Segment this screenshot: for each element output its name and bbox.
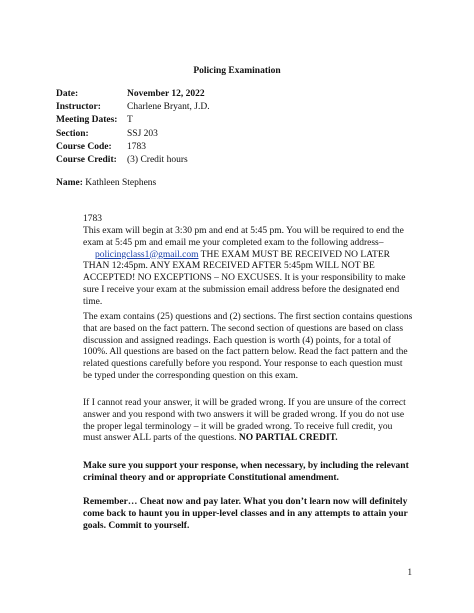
name-value: Kathleen Stephens <box>85 178 157 188</box>
page-title: Policing Examination <box>193 66 281 76</box>
info-value: SSJ 203 <box>127 128 158 139</box>
info-label: Date: <box>56 89 79 99</box>
info-row-course-code <box>56 141 210 154</box>
info-label: Meeting Dates: <box>56 115 118 126</box>
instructions-paragraph-structure <box>83 312 413 383</box>
student-name <box>56 178 156 188</box>
no-partial-credit: NO PARTIAL CREDIT. <box>238 433 338 444</box>
structure-text: The exam contains (25) questions and (2) sections. The first section contains questions that are based on the fact pattern. The second section of questions are based on class discussion and assigned readings. Each question is worth (4) points, for a total of 100%. All questions are based on the fact pattern below. Read the fact pattern and the related questions carefully before you respond. Your response to each question must be typed under the corresponding question on this exam. <box>83 312 413 381</box>
info-row-meeting-dates <box>56 114 210 127</box>
instructions-paragraph-timing <box>83 226 413 309</box>
info-label: Section: <box>56 128 89 139</box>
name-label: Name: <box>56 178 83 188</box>
support-text: Make sure you support your response, when necessary, by including the relevant criminal theory and or appropriate Constitutional amendment. <box>83 461 409 483</box>
timing-text: This exam will begin at 3:30 pm and end at 5:45 pm. You will be required to end the exam at 5:45 pm and email me your completed exam to the following address– <box>83 226 404 248</box>
info-row-section <box>56 128 210 141</box>
info-row-date <box>56 88 210 101</box>
instructions-paragraph-grading <box>83 398 413 445</box>
submission-email-link[interactable]: policingclass1@gmail.com <box>95 249 199 260</box>
info-row-instructor <box>56 101 210 114</box>
info-label: Course Code: <box>56 141 112 152</box>
info-value: November 12, 2022 <box>127 89 205 99</box>
page-number: 1 <box>407 567 412 577</box>
info-label: Instructor: <box>56 102 101 113</box>
info-value: T <box>127 115 133 126</box>
exam-code: 1783 <box>83 214 102 224</box>
info-label: Course Credit: <box>56 154 117 165</box>
info-value: (3) Credit hours <box>127 154 188 165</box>
info-value: Charlene Bryant, J.D. <box>127 102 210 113</box>
info-row-course-credit <box>56 154 210 167</box>
instructions-paragraph-remember <box>83 497 413 532</box>
remember-text: Remember… Cheat now and pay later. What you don’t learn now will definitely come back to haunt you in upper-level classes and in any attempts to attain your goals. Commit to yourself. <box>83 497 408 531</box>
instructions-paragraph-support <box>83 461 413 485</box>
info-value: 1783 <box>127 141 146 152</box>
course-info <box>56 88 210 167</box>
timing-warning: THE EXAM MUST BE RECEIVED NO LATER THAN 12:45pm. ANY EXAM RECEIVED AFTER 5:45pm WILL NOT BE ACCEPTED! NO EXCEPTIONS – NO EXCUSES. It is your responsibility to make sure I receive your exam at the submission email address before the designated end time. <box>83 249 406 307</box>
grading-text: If I cannot read your answer, it will be graded wrong. If you are unsure of the correct answer and you respond with two answers it will be graded wrong. If you do not use the proper legal terminology – it will be graded wrong. To receive full credit, you must answer ALL parts of the questions. <box>83 398 406 444</box>
